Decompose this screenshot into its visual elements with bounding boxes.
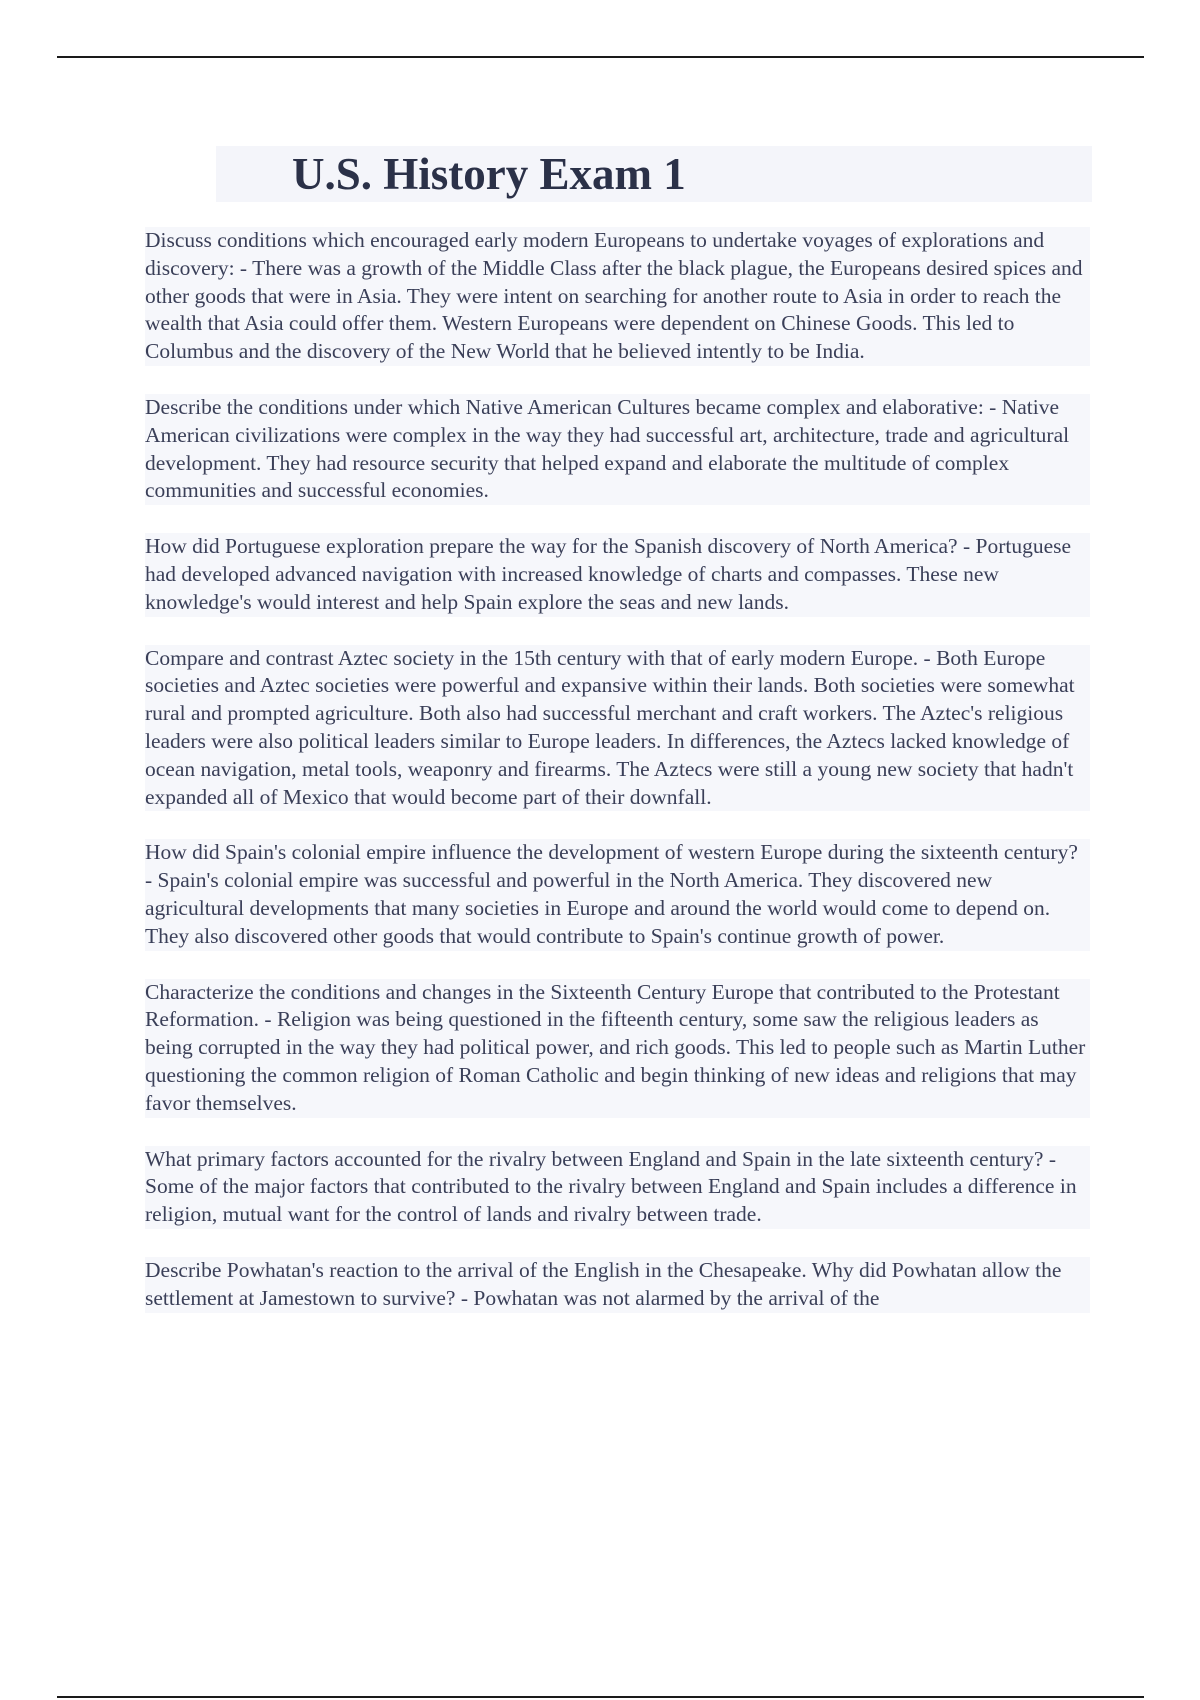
qa-paragraph-2: Describe the conditions under which Native American Cultures became complex and elaborative: - Native American civilizations were complex in the way they had successful art, architecture, trade and agricultural development. They had resource security that helped expand and elaborate the multitude of complex communities and successful economies. (145, 394, 1090, 505)
qa-paragraph-5: How did Spain's colonial empire influence the development of western Europe during the sixteenth century? - Spain's colonial empire was successful and powerful in the North America. They discovered new agricultural developments that many societies in Europe and around the world would come to depend on. They also discovered other goods that would contribute to Spain's continue growth of power. (145, 839, 1090, 950)
document-body (145, 227, 1090, 1341)
qa-paragraph-3: How did Portuguese exploration prepare the way for the Spanish discovery of North America? - Portuguese had developed advanced navigation with increased knowledge of charts and compasses. These new knowledge's would interest and help Spain explore the seas and new lands. (145, 533, 1090, 616)
qa-paragraph-4: Compare and contrast Aztec society in the 15th century with that of early modern Europe. - Both Europe societies and Aztec societies were powerful and expansive within their lands. Both societies were somewhat rural and prompted agriculture. Both also had successful merchant and craft workers. The Aztec's religious leaders were also political leaders similar to Europe leaders. In differences, the Aztecs lacked knowledge of ocean navigation, metal tools, weaponry and firearms. The Aztecs were still a young new society that hadn't expanded all of Mexico that would become part of their downfall. (145, 645, 1090, 812)
qa-paragraph-1: Discuss conditions which encouraged early modern Europeans to undertake voyages of explorations and discovery: - There was a growth of the Middle Class after the black plague, the Europeans desired spices and other goods that were in Asia. They were intent on searching for another route to Asia in order to reach the wealth that Asia could offer them. Western Europeans were dependent on Chinese Goods. This led to Columbus and the discovery of the New World that he believed intently to be India. (145, 227, 1090, 366)
bottom-rule (57, 1696, 1144, 1698)
qa-paragraph-7: What primary factors accounted for the rivalry between England and Spain in the late sixteenth century? - Some of the major factors that contributed to the rivalry between England and Spain includes a difference in religion, mutual want for the control of lands and rivalry between trade. (145, 1146, 1090, 1229)
qa-paragraph-6: Characterize the conditions and changes in the Sixteenth Century Europe that contributed to the Protestant Reformation. - Religion was being questioned in the fifteenth century, some saw the religious leaders as being corrupted in the way they had political power, and rich goods. This led to people such as Martin Luther questioning the common religion of Roman Catholic and begin thinking of new ideas and religions that may favor themselves. (145, 979, 1090, 1118)
top-rule (57, 56, 1144, 58)
document-title: U.S. History Exam 1 (292, 149, 686, 199)
qa-paragraph-8: Describe Powhatan's reaction to the arrival of the English in the Chesapeake. Why did Powhatan allow the settlement at Jamestown to survive? - Powhatan was not alarmed by the arrival of the (145, 1257, 1090, 1313)
